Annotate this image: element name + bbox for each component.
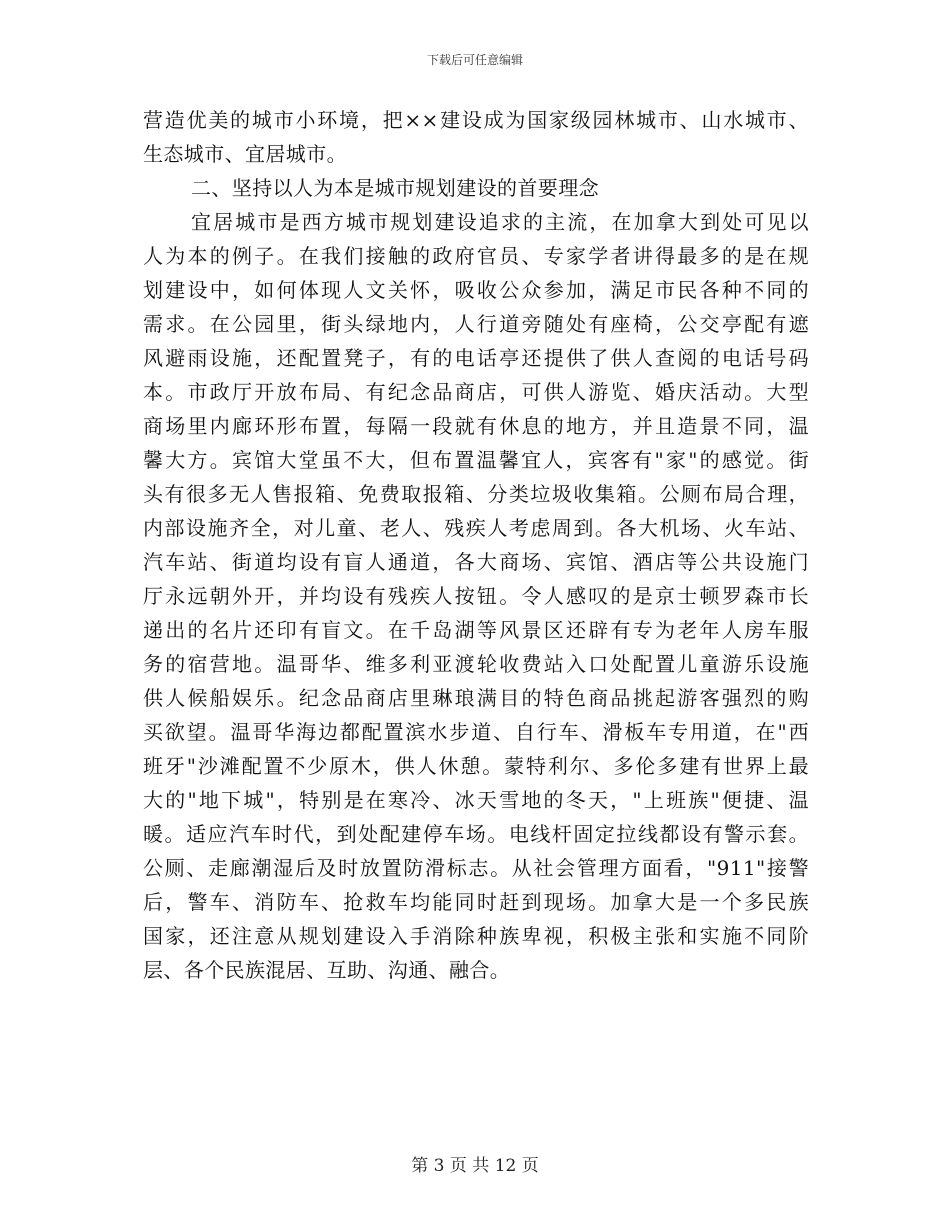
body-line: 层、各个民族混居、互助、沟通、融合。 [143,958,511,982]
body-line: 划建设中，如何体现人文关怀，吸收公众参加，满足市民各种不同的 [143,278,809,302]
body-line: 本。市政厅开放布局、有纪念品商店，可供人游览、婚庆活动。大型 [143,380,809,404]
body-line: 买欲望。温哥华海边都配置滨水步道、自行车、滑板车专用道，在"西 [143,720,809,744]
body-line: 内部设施齐全，对儿童、老人、残疾人考虑周到。各大机场、火车站、 [143,516,809,540]
body-line: 递出的名片还印有盲文。在千岛湖等风景区还辟有专为老年人房车服 [143,618,809,642]
section-heading: 二、坚持以人为本是城市规划建设的首要理念 [191,176,599,200]
body-line: 生态城市、宜居城市。 [143,142,347,166]
body-line: 商场里内廊环形布置，每隔一段就有休息的地方，并且造景不同，温 [143,414,809,438]
body-line: 馨大方。宾馆大堂虽不大，但布置温馨宜人，宾客有"家"的感觉。街 [143,448,809,472]
body-line: 供人候船娱乐。纪念品商店里琳琅满目的特色商品挑起游客强烈的购 [143,686,809,710]
body-line: 需求。在公园里，街头绿地内，人行道旁随处有座椅，公交亭配有遮 [143,312,809,336]
page-number: 第 3 页 共 12 页 [411,1156,539,1176]
body-line: 公厕、走廊潮湿后及时放置防滑标志。从社会管理方面看，"911"接警 [143,856,809,880]
body-line: 头有很多无人售报箱、免费取报箱、分类垃圾收集箱。公厕布局合理， [143,482,809,506]
page-header-note: 下载后可任意编辑 [426,53,523,67]
body-line: 大的"地下城"，特别是在寒冷、冰天雪地的冬天，"上班族"便捷、温 [143,788,809,812]
body-line: 班牙"沙滩配置不少原木，供人休憩。蒙特利尔、多伦多建有世界上最 [143,754,809,778]
body-line: 务的宿营地。温哥华、维多利亚渡轮收费站入口处配置儿童游乐设施 [143,652,809,676]
body-line: 汽车站、街道均设有盲人通道，各大商场、宾馆、酒店等公共设施门 [143,550,809,574]
document-body [143,103,809,987]
body-line: 营造优美的城市小环境，把××建设成为国家级园林城市、山水城市、 [143,108,809,132]
body-line: 后，警车、消防车、抢救车均能同时赶到现场。加拿大是一个多民族 [143,890,809,914]
body-line: 人为本的例子。在我们接触的政府官员、专家学者讲得最多的是在规 [143,244,809,268]
body-line: 宜居城市是西方城市规划建设追求的主流，在加拿大到处可见以 [191,210,809,234]
body-line: 暖。适应汽车时代，到处配建停车场。电线杆固定拉线都设有警示套。 [143,822,809,846]
body-line: 国家，还注意从规划建设入手消除种族卑视，积极主张和实施不同阶 [143,924,809,948]
body-line: 风避雨设施，还配置凳子，有的电话亭还提供了供人查阅的电话号码 [143,346,809,370]
body-line: 厅永远朝外开，并均设有残疾人按钮。令人感叹的是京士顿罗森市长 [143,584,809,608]
